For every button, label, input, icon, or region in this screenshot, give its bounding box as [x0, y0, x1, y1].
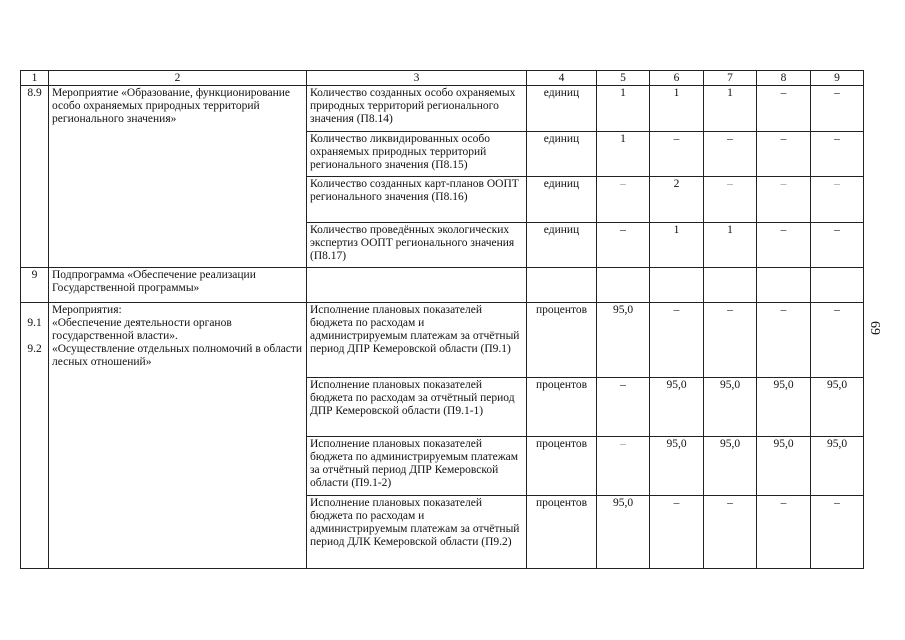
unit-cell: единиц [527, 223, 597, 268]
value-cell: – [704, 496, 757, 569]
table-header-row [21, 71, 864, 86]
value-cell: 95,0 [597, 303, 650, 378]
header-cell: 3 [307, 71, 527, 86]
value-cell: – [811, 303, 864, 378]
value-cell: – [704, 177, 757, 223]
unit-cell: единиц [527, 132, 597, 177]
value-cell: 1 [650, 86, 704, 132]
event-name-intro: Мероприятия: [52, 304, 122, 316]
value-cell: – [811, 223, 864, 268]
indicator-name: Количество проведённых экологических экспертиз ООПТ регионального значения (П8.17) [307, 223, 527, 268]
value-cell: 95,0 [757, 437, 811, 496]
row-number-b: 9.2 [27, 343, 42, 355]
indicator-name: Исполнение плановых показателей бюджета по расходам за отчётный период ДПР Кемеровской области (П9.1-1) [307, 378, 527, 437]
value-cell: – [650, 303, 704, 378]
indicators-table [20, 70, 864, 569]
value-cell: – [704, 132, 757, 177]
value-cell: 1 [650, 223, 704, 268]
value-cell: – [811, 177, 864, 223]
header-cell: 7 [704, 71, 757, 86]
header-cell: 5 [597, 71, 650, 86]
value-cell: 95,0 [650, 437, 704, 496]
indicator-name: Исполнение плановых показателей бюджета по расходам и администрируемым платежам за отчётный период ДЛК Кемеровской области (П9.2) [307, 496, 527, 569]
indicator-name: Количество созданных особо охраняемых природных территорий регионального значения (П8.14) [307, 86, 527, 132]
row-number: 9 [21, 268, 49, 303]
value-cell: 1 [704, 223, 757, 268]
value-cell: – [811, 132, 864, 177]
indicator-name: Количество созданных карт-планов ООПТ регионального значения (П8.16) [307, 177, 527, 223]
value-cell: 95,0 [704, 378, 757, 437]
header-cell: 2 [49, 71, 307, 86]
value-cell: 95,0 [597, 496, 650, 569]
value-cell: – [704, 303, 757, 378]
value-cell: – [757, 86, 811, 132]
page-number: 69 [867, 321, 882, 335]
event-name-second: «Осуществление отдельных полномочий в области лесных отношений» [52, 343, 303, 368]
indicator-name: Количество ликвидированных особо охраняемых природных территорий регионального значения (П8.15) [307, 132, 527, 177]
row-number: 8.9 [21, 86, 49, 268]
event-name-first: «Обеспечение деятельности органов государственной власти». [52, 317, 232, 342]
value-cell: – [757, 177, 811, 223]
value-cell: 1 [704, 86, 757, 132]
event-name: Мероприятие «Образование, функционирование особо охраняемых природных территорий регионального значения» [49, 86, 307, 268]
unit-cell: единиц [527, 86, 597, 132]
unit-cell: процентов [527, 496, 597, 569]
value-cell: – [811, 496, 864, 569]
indicator-name: Исполнение плановых показателей бюджета по расходам и администрируемым платежам за отчётный период ДПР Кемеровской области (П9.1) [307, 303, 527, 378]
value-cell: 1 [597, 86, 650, 132]
value-cell: – [597, 378, 650, 437]
table-row [21, 268, 864, 303]
unit-cell: процентов [527, 437, 597, 496]
header-cell: 9 [811, 71, 864, 86]
table-row [21, 86, 864, 132]
value-cell: 95,0 [704, 437, 757, 496]
header-cell: 8 [757, 71, 811, 86]
value-cell: 95,0 [811, 437, 864, 496]
table-row [21, 303, 864, 378]
indicator-name: Исполнение плановых показателей бюджета по администрируемым платежам за отчётный период ДПР Кемеровской области (П9.1-2) [307, 437, 527, 496]
value-cell: – [597, 177, 650, 223]
value-cell: – [597, 223, 650, 268]
value-cell: 2 [650, 177, 704, 223]
value-cell: – [757, 496, 811, 569]
value-cell: 1 [597, 132, 650, 177]
unit-cell: процентов [527, 303, 597, 378]
value-cell: – [597, 437, 650, 496]
value-cell: – [650, 132, 704, 177]
value-cell: 95,0 [811, 378, 864, 437]
header-cell: 6 [650, 71, 704, 86]
header-cell: 4 [527, 71, 597, 86]
row-number [21, 303, 49, 569]
value-cell: – [757, 223, 811, 268]
unit-cell: процентов [527, 378, 597, 437]
unit-cell: единиц [527, 177, 597, 223]
event-name [49, 303, 307, 569]
row-number-a: 9.1 [27, 317, 42, 329]
value-cell: 95,0 [757, 378, 811, 437]
value-cell: 95,0 [650, 378, 704, 437]
value-cell: – [650, 496, 704, 569]
value-cell: – [811, 86, 864, 132]
header-cell: 1 [21, 71, 49, 86]
event-name: Подпрограмма «Обеспечение реализации Государственной программы» [49, 268, 307, 303]
value-cell: – [757, 303, 811, 378]
value-cell: – [757, 132, 811, 177]
